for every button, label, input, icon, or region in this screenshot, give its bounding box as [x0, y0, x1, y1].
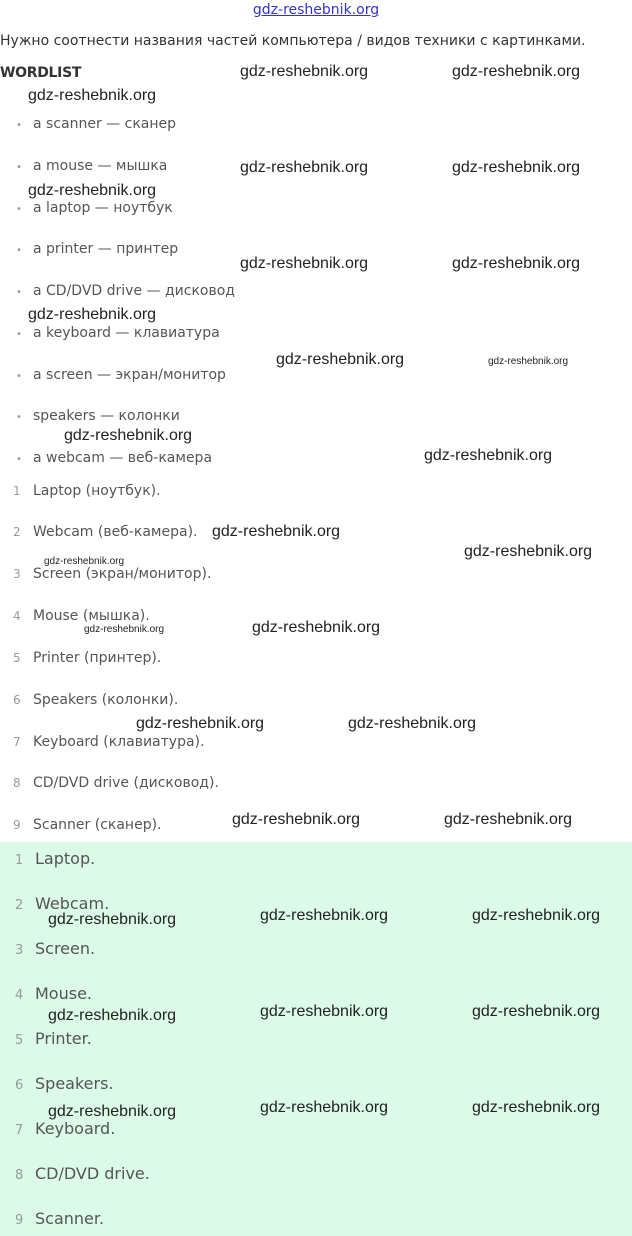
watermark: gdz-reshebnik.org	[472, 907, 601, 924]
answer-item	[13, 817, 162, 833]
watermark: gdz-reshebnik.org	[472, 1003, 601, 1020]
watermark: gdz-reshebnik.org	[452, 255, 581, 272]
wordlist-item-text: a CD/DVD drive — дисковод	[33, 283, 235, 299]
answer-text: Printer.	[35, 1029, 92, 1048]
answer-item	[13, 734, 204, 750]
watermark: gdz-reshebnik.org	[28, 87, 157, 104]
wordlist-item-text: a laptop — ноутбук	[33, 200, 173, 216]
short-answer-item	[15, 1119, 115, 1138]
bullet-icon: •	[16, 454, 22, 465]
answer-number: 7	[13, 735, 21, 749]
site-link[interactable]: gdz-reshebnik.org	[252, 2, 380, 18]
short-answer-item	[15, 1074, 114, 1093]
answer-number: 1	[15, 853, 24, 868]
bullet-icon: •	[16, 204, 22, 215]
answer-number: 9	[15, 1213, 24, 1228]
answer-text: Laptop.	[35, 849, 96, 868]
answer-number: 2	[13, 525, 21, 539]
answer-text: Keyboard.	[35, 1119, 116, 1138]
wordlist-heading: WORDLIST	[0, 65, 82, 81]
short-answers-panel	[0, 842, 632, 1236]
answer-text: CD/DVD drive (дисковод).	[33, 775, 219, 791]
answer-number: 8	[13, 776, 21, 790]
answer-text: Webcam.	[35, 894, 110, 913]
watermark: gdz-reshebnik.org	[240, 63, 369, 80]
wordlist-item	[16, 241, 178, 257]
answer-item	[13, 692, 178, 708]
watermark: gdz-reshebnik.org	[260, 907, 389, 924]
answer-number: 1	[13, 484, 21, 498]
watermark: gdz-reshebnik.org	[232, 811, 361, 828]
answer-number: 6	[15, 1078, 24, 1093]
answer-item	[13, 650, 161, 666]
answer-text: Mouse.	[35, 984, 92, 1003]
answer-item	[13, 524, 198, 540]
answer-number: 5	[15, 1033, 24, 1048]
wordlist-item	[16, 158, 167, 174]
wordlist-item	[16, 408, 180, 424]
answer-item	[13, 775, 219, 791]
wordlist-item	[16, 367, 226, 383]
answer-text: Speakers.	[35, 1074, 114, 1093]
watermark: gdz-reshebnik.org	[48, 911, 177, 928]
watermark: gdz-reshebnik.org	[136, 715, 265, 732]
watermark: gdz-reshebnik.org	[44, 556, 125, 567]
wordlist-item	[16, 116, 176, 132]
answer-item	[13, 608, 150, 624]
watermark: gdz-reshebnik.org	[260, 1099, 389, 1116]
watermark: gdz-reshebnik.org	[252, 619, 381, 636]
watermark: gdz-reshebnik.org	[84, 624, 165, 635]
wordlist-item-text: a webcam — веб-камера	[33, 450, 213, 466]
bullet-icon: •	[16, 287, 22, 298]
wordlist-item-text: a printer — принтер	[33, 241, 179, 257]
watermark: gdz-reshebnik.org	[276, 351, 405, 368]
watermark: gdz-reshebnik.org	[488, 356, 569, 367]
watermark: gdz-reshebnik.org	[240, 159, 369, 176]
wordlist-item	[16, 200, 173, 216]
watermark: gdz-reshebnik.org	[212, 523, 341, 540]
watermark: gdz-reshebnik.org	[444, 811, 573, 828]
watermark: gdz-reshebnik.org	[452, 63, 581, 80]
answer-number: 4	[13, 609, 21, 623]
bullet-icon: •	[16, 371, 22, 382]
wordlist-item-text: a mouse — мышка	[33, 158, 168, 174]
watermark: gdz-reshebnik.org	[64, 427, 193, 444]
answer-text: Webcam (веб-камера).	[33, 524, 198, 540]
short-answer-item	[15, 939, 95, 958]
answer-number: 7	[15, 1123, 24, 1138]
answer-number: 3	[15, 943, 24, 958]
watermark: gdz-reshebnik.org	[48, 1103, 177, 1120]
watermark: gdz-reshebnik.org	[452, 159, 581, 176]
wordlist-item-text: a keyboard — клавиатура	[33, 325, 220, 341]
answer-text: CD/DVD drive.	[35, 1164, 150, 1183]
answer-number: 9	[13, 818, 21, 832]
answer-number: 8	[15, 1168, 24, 1183]
answer-item	[13, 483, 161, 499]
watermark: gdz-reshebnik.org	[348, 715, 477, 732]
wordlist-item	[16, 450, 212, 466]
answer-number: 3	[13, 567, 21, 581]
wordlist-item-text: a scanner — сканер	[33, 116, 177, 132]
answer-text: Screen.	[35, 939, 96, 958]
watermark: gdz-reshebnik.org	[472, 1099, 601, 1116]
wordlist-item-text: a screen — экран/монитор	[33, 367, 226, 383]
answer-number: 2	[15, 898, 24, 913]
answer-text: Printer (принтер).	[33, 650, 162, 666]
wordlist-item-text: speakers — колонки	[33, 408, 180, 424]
answer-item	[13, 566, 211, 582]
short-answer-item	[15, 1029, 92, 1048]
bullet-icon: •	[16, 120, 22, 131]
answer-text: Speakers (колонки).	[33, 692, 179, 708]
watermark: gdz-reshebnik.org	[260, 1003, 389, 1020]
bullet-icon: •	[16, 412, 22, 423]
wordlist-item	[16, 283, 235, 299]
short-answer-item	[15, 1164, 150, 1183]
wordlist-item	[16, 325, 220, 341]
answer-number: 5	[13, 651, 21, 665]
bullet-icon: •	[16, 329, 22, 340]
answer-text: Mouse (мышка).	[33, 608, 150, 624]
short-answer-item	[15, 849, 95, 868]
answer-text: Scanner (сканер).	[33, 817, 162, 833]
answer-text: Laptop (ноутбук).	[33, 483, 161, 499]
answer-text: Screen (экран/монитор).	[33, 566, 212, 582]
bullet-icon: •	[16, 162, 22, 173]
answer-number: 4	[15, 988, 24, 1003]
task-instruction: Нужно соотнести названия частей компьютера / видов техники с картинками.	[0, 33, 586, 49]
answer-text: Scanner.	[35, 1209, 105, 1228]
watermark: gdz-reshebnik.org	[28, 306, 157, 323]
answer-number: 6	[13, 693, 21, 707]
watermark: gdz-reshebnik.org	[424, 447, 553, 464]
watermark: gdz-reshebnik.org	[240, 255, 369, 272]
watermark: gdz-reshebnik.org	[48, 1007, 177, 1024]
short-answer-item	[15, 984, 92, 1003]
watermark: gdz-reshebnik.org	[28, 182, 157, 199]
watermark: gdz-reshebnik.org	[464, 543, 593, 560]
bullet-icon: •	[16, 245, 22, 256]
short-answer-item	[15, 1209, 104, 1228]
answer-text: Keyboard (клавиатура).	[33, 734, 205, 750]
